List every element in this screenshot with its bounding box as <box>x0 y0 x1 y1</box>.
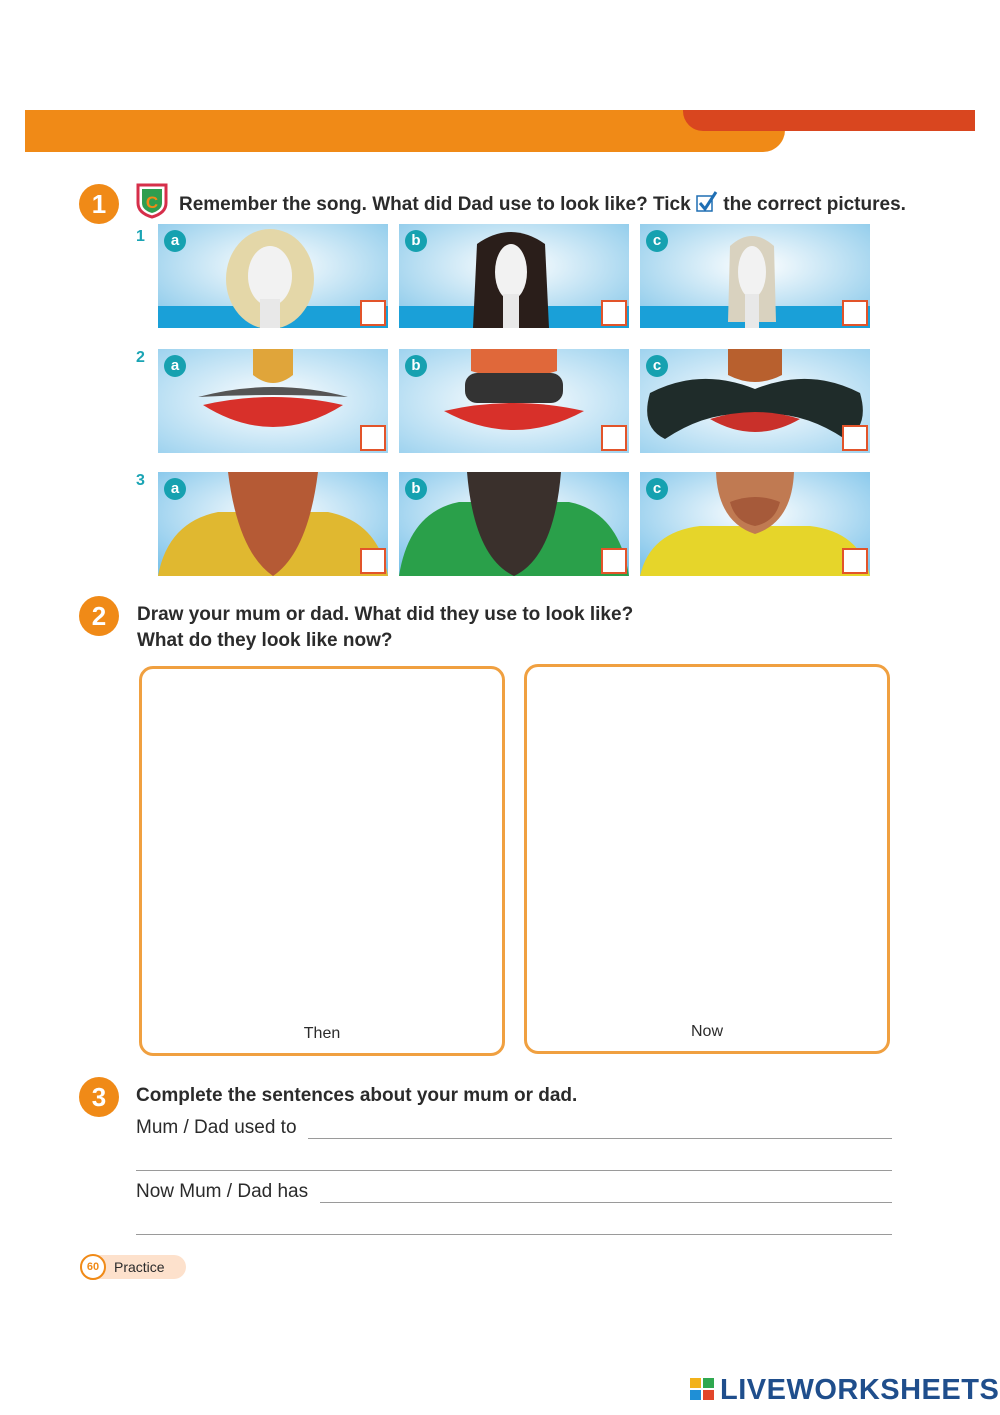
exercise-3-instruction: Complete the sentences about your mum or dad. <box>136 1085 578 1106</box>
option-letter: c <box>646 478 668 500</box>
box-label-then: Then <box>303 1025 341 1042</box>
drawing-box-then[interactable] <box>139 666 505 1056</box>
option-letter: b <box>405 355 427 377</box>
picture-1c <box>640 224 870 328</box>
box-label-now: Now <box>690 1023 723 1040</box>
picture-3c <box>640 472 870 576</box>
sentence-stem-1: Mum / Dad used to <box>136 1117 297 1138</box>
tick-box-1a[interactable] <box>360 300 386 326</box>
option-letter: c <box>646 355 668 377</box>
svg-text:C: C <box>145 193 159 212</box>
picture-1a <box>158 224 388 328</box>
row-label-3: 3 <box>136 472 145 489</box>
tick-box-1c[interactable] <box>842 300 868 326</box>
header-banner <box>25 110 785 152</box>
exercise-1-instruction <box>179 191 929 219</box>
instruction-part-2: the correct pictures. <box>723 194 906 215</box>
option-letter: a <box>164 230 186 252</box>
tick-box-2c[interactable] <box>842 425 868 451</box>
exercise-3-number: 3 <box>79 1077 119 1117</box>
liveworksheets-logo-icon <box>690 1378 718 1402</box>
exercise-1-number: 1 <box>79 184 119 224</box>
picture-3a <box>158 472 388 576</box>
tick-box-3a[interactable] <box>360 548 386 574</box>
answer-line-1[interactable] <box>308 1138 892 1139</box>
drawing-box-now[interactable] <box>524 664 890 1054</box>
picture-2c <box>640 349 870 453</box>
option-letter: b <box>405 478 427 500</box>
option-letter: a <box>164 355 186 377</box>
option-letter: b <box>405 230 427 252</box>
sentence-stem-2: Now Mum / Dad has <box>136 1181 309 1202</box>
shield-c-icon <box>136 183 168 219</box>
option-letter: c <box>646 230 668 252</box>
instruction-part-1: Remember the song. What did Dad use to look like? Tick <box>179 194 691 215</box>
row-label-1: 1 <box>136 228 145 245</box>
tick-box-3c[interactable] <box>842 548 868 574</box>
watermark: LIVEWORKSHEETS <box>720 1374 1000 1406</box>
header-banner-accent <box>683 110 975 131</box>
tick-box-3b[interactable] <box>601 548 627 574</box>
tick-box-2b[interactable] <box>601 425 627 451</box>
answer-line-3[interactable] <box>320 1202 892 1203</box>
picture-2a <box>158 349 388 453</box>
exercise-2-line-2: What do they look like now? <box>137 630 393 651</box>
answer-line-2[interactable] <box>136 1170 892 1171</box>
picture-1b <box>399 224 629 328</box>
picture-2b <box>399 349 629 453</box>
option-letter: a <box>164 478 186 500</box>
tick-box-1b[interactable] <box>601 300 627 326</box>
section-label: Practice <box>114 1259 165 1275</box>
exercise-2-line-1: Draw your mum or dad. What did they use to look like? <box>137 604 634 625</box>
tick-box-2a[interactable] <box>360 425 386 451</box>
row-label-2: 2 <box>136 349 145 366</box>
exercise-2-number: 2 <box>79 596 119 636</box>
picture-3b <box>399 472 629 576</box>
tick-icon <box>696 191 718 219</box>
page-number: 60 <box>80 1254 106 1280</box>
answer-line-4[interactable] <box>136 1234 892 1235</box>
